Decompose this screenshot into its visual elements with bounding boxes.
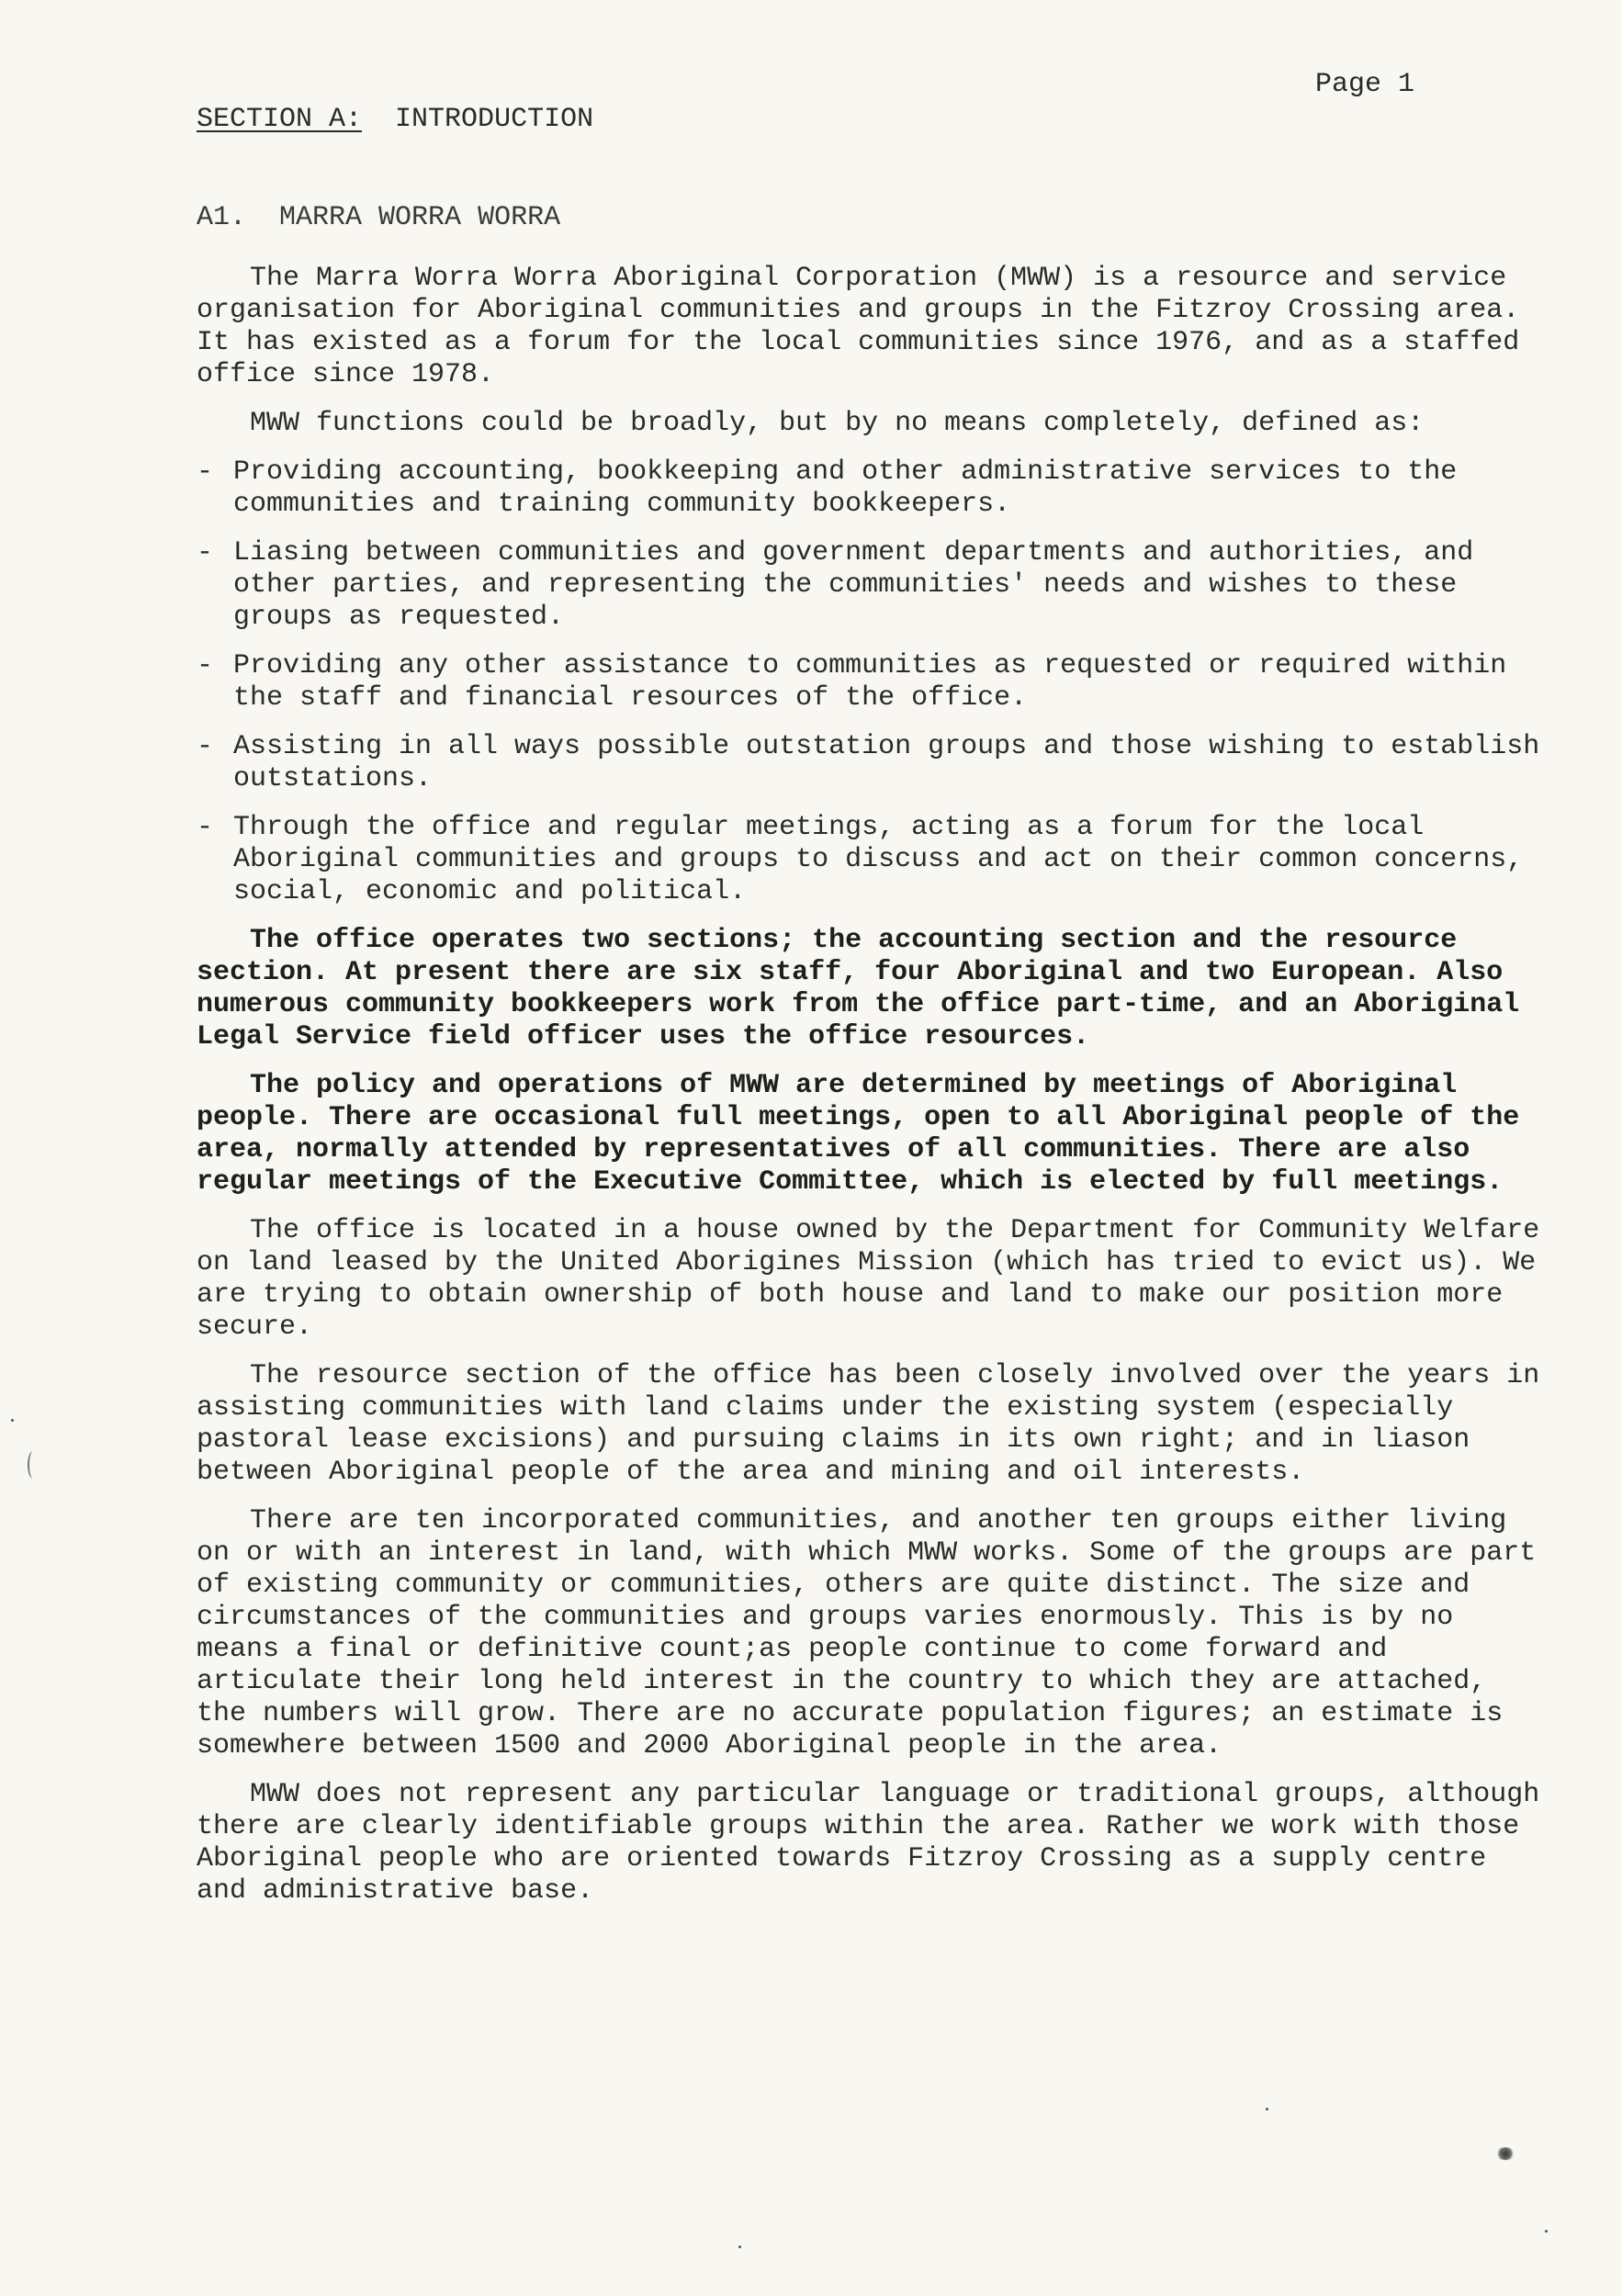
subsection-title: MARRA WORRA WORRA bbox=[279, 202, 561, 233]
section-title: INTRODUCTION bbox=[395, 104, 594, 135]
ink-smudge bbox=[1495, 2147, 1515, 2160]
scan-speck bbox=[738, 2245, 741, 2248]
function-item-liaising: - Liasing between communities and government departments and authorities, and other parties, and representing the communities' needs and wishes to these groups as requested. bbox=[197, 537, 1547, 634]
function-item-outstations: - Assisting in all ways possible outstation groups and those wishing to establish outstations. bbox=[197, 731, 1547, 795]
scan-speck bbox=[11, 1419, 14, 1422]
paragraph-organisation-overview: The Marra Worra Worra Aboriginal Corporation (MWW) is a resource and service organisation for Aboriginal communities and groups in the Fitzroy Crossing area. It has existed as a forum for the local communities since 1976, and as a staffed office since 1978. bbox=[197, 263, 1520, 390]
paragraph-representation: MWW does not represent any particular language or traditional groups, although there are clearly identifiable groups within the area. Rather we work with those Aboriginal people who are oriented towards Fitzroy Crossing as a supply centre and administrative base. bbox=[197, 1779, 1540, 1907]
margin-scan-mark bbox=[28, 1451, 39, 1479]
subsection-heading bbox=[197, 202, 560, 234]
document-body bbox=[197, 263, 1547, 1924]
function-item-accounting: - Providing accounting, bookkeeping and other administrative services to the communities and training community bookkeepers. bbox=[197, 456, 1547, 521]
scan-speck bbox=[1266, 2108, 1268, 2110]
functions-list bbox=[197, 456, 1547, 908]
page-number: Page 1 bbox=[1315, 69, 1415, 100]
paragraph-office-sections: The office operates two sections; the accounting section and the resource section. At present there are six staff, four Aboriginal and two European. Also numerous community bookkeepers work from the office part-time, and an Aboriginal Legal Service field officer uses the office resources. bbox=[197, 925, 1520, 1052]
paragraph-policy-operations: The policy and operations of MWW are determined by meetings of Aboriginal people. There are occasional full meetings, open to all Aboriginal people of the area, normally attended by representatives of all communities. There are also regular meetings of the Executive Committee, which is elected by full meetings. bbox=[197, 1070, 1520, 1198]
paragraph-functions-intro: MWW functions could be broadly, but by no means completely, defined as: bbox=[250, 408, 1425, 439]
function-item-forum: - Through the office and regular meetings, acting as a forum for the local Aboriginal communities and groups to discuss and act on their common concerns, social, economic and political. bbox=[197, 812, 1547, 908]
subsection-number: A1. bbox=[197, 202, 247, 233]
paragraph-communities: There are ten incorporated communities, and another ten groups either living on or with an interest in land, with which MWW works. Some of the groups are part of existing community or communities, others are quite distinct. The size and circumstances of the communities and groups varies enormously. This is by no means a final or definitive count;as people continue to come forward and articulate their long held interest in the country to which they are attached, the numbers will grow. There are no accurate population figures; an estimate is somewhere between 1500 and 2000 Aboriginal people in the area. bbox=[197, 1505, 1537, 1761]
function-item-assistance: - Providing any other assistance to communities as requested or required within the staff and financial resources of the office. bbox=[197, 650, 1547, 715]
paragraph-resource-section: The resource section of the office has been closely involved over the years in assisting communities with land claims under the existing system (especially pastoral lease excisions) and pursuing claims in its own right; and in liason between Aboriginal people of the area and mining and oil interests. bbox=[197, 1360, 1540, 1488]
scan-speck bbox=[1545, 2230, 1548, 2233]
paragraph-office-location: The office is located in a house owned by the Department for Community Welfare on land leased by the United Aborigines Mission (which has tried to evict us). We are trying to obtain ownership of both house and land to make our position more secure. bbox=[197, 1215, 1540, 1343]
section-label: SECTION A: bbox=[197, 104, 363, 135]
section-heading bbox=[197, 104, 593, 136]
